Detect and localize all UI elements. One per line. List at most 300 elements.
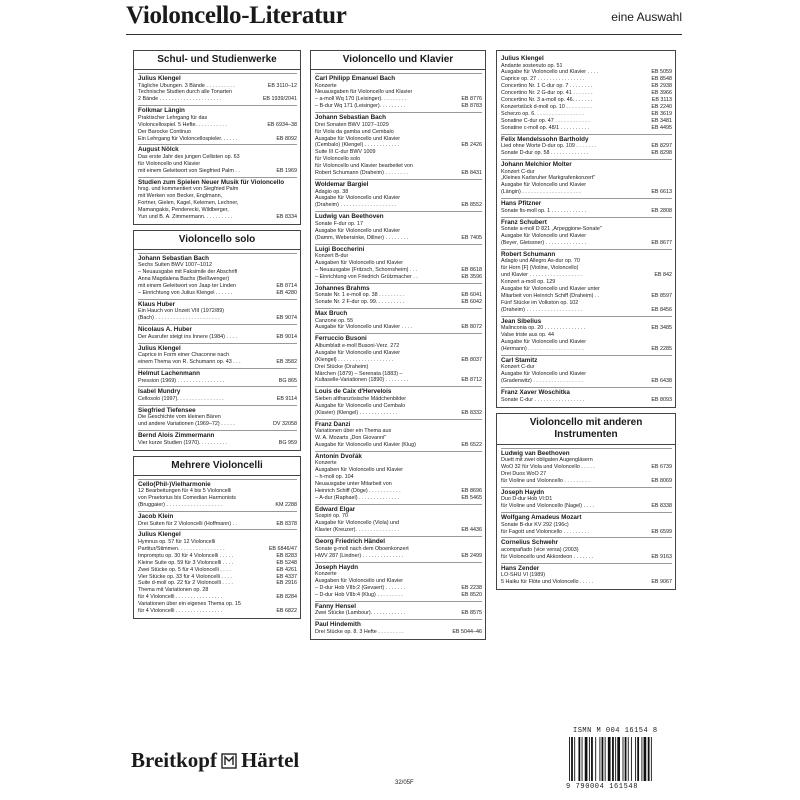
barcode-bar [591, 737, 593, 781]
edition-number [670, 457, 672, 464]
list-item [138, 560, 297, 567]
edition-number: EB 6522 [461, 442, 482, 448]
work-title: (Draheim) . . . . . . . . . . . . . . . . . . . [315, 202, 396, 209]
work-title: Caprice op. 27 . . . . . . . . . . . . . . . . [501, 76, 584, 83]
composer-name: Joseph Haydn [315, 562, 482, 572]
work-title: (Beyer, Gleissner) . . . . . . . . . . . . . . [501, 239, 587, 246]
edition-number: EB 2499 [461, 552, 482, 559]
work-title: Duett mit zwei obligaten Augengläsern [501, 457, 593, 464]
section [133, 230, 301, 451]
composer-name: Paul Hindemith [315, 619, 482, 629]
section [133, 456, 301, 619]
work-title: Mamangakis, Penderecki, Wildberger, [138, 206, 229, 213]
composer-name: Franz Xaver Woschitka [501, 387, 672, 397]
list-item [138, 315, 297, 322]
list-item [315, 343, 482, 350]
work-title: Klavier (Kreuzer). . . . . . . . . . . . . . . [315, 527, 399, 534]
list-item [501, 111, 672, 118]
work-title: Tägliche Übungen. 3 Bände . . . . . . . . . . [138, 82, 235, 89]
work-title: Technische Studien durch alle Tonarten [138, 89, 232, 96]
barcode-bar [569, 737, 570, 781]
page-title: Violoncello-Literatur [126, 2, 347, 29]
edition-number [670, 279, 672, 286]
work-title: Sonate F-dur op. 17 [315, 220, 363, 227]
work-title: Ausgabe für Violoncello und Klavier [501, 371, 587, 378]
composer-name: Louis de Caix d'Hervelois [315, 386, 482, 396]
edition-number [295, 276, 297, 283]
work-title: – Neuausgabe mit Faksimile der Abschrift [138, 269, 238, 276]
edition-number: EB 9074 [276, 315, 297, 322]
list-item [315, 96, 482, 103]
edition-number: EB 8714 [276, 283, 297, 290]
publisher-logo [131, 748, 299, 773]
edition-number [295, 207, 297, 214]
work-title: Impromptu op. 30 für 4 Violoncelli . . . . . [138, 552, 234, 559]
list-item [315, 467, 482, 474]
work-title: Anna Magdalena Bachs (Beißwenger) [138, 276, 230, 283]
edition-number [480, 156, 482, 163]
list-item [138, 574, 297, 581]
work-title: für Violine und Violoncello . . . . . . . . . [501, 477, 590, 484]
section [310, 50, 486, 640]
edition-number [480, 343, 482, 350]
barcode-bar [599, 737, 600, 781]
list-item [315, 585, 482, 592]
work-title: Sonatine c-moll op. 48/1 . . . . . . . . . . [501, 124, 590, 131]
list-item [501, 325, 672, 332]
edition-number: EB 2240 [651, 103, 672, 110]
list-item [138, 495, 297, 502]
list-item [315, 571, 482, 578]
edition-number [670, 547, 672, 554]
edition-number: EB 6613 [651, 189, 672, 196]
list-item [501, 69, 672, 76]
edition-number [295, 161, 297, 168]
list-item [315, 520, 482, 527]
list-item [315, 481, 482, 488]
edition-number: EB 8520 [461, 591, 482, 598]
barcode-bar [585, 737, 588, 781]
edition-number [480, 195, 482, 202]
list-item [501, 547, 672, 554]
list-item [501, 272, 672, 279]
list-item [138, 601, 297, 608]
edition-number: EB 842 [654, 272, 672, 279]
list-item [315, 553, 482, 560]
work-title: acompañado (vice versa) (2003) [501, 546, 579, 553]
work-title: für Violoncello solo [315, 156, 361, 163]
composer-name: Franz Schubert [501, 217, 672, 227]
list-item [501, 169, 672, 176]
work-title: für Violoncello und Akkordeon . . . . . . . [501, 553, 594, 560]
list-item [315, 292, 482, 299]
work-title: Sonate g-moll nach dem Oboenkonzert [315, 545, 409, 552]
edition-number: DV 32058 [273, 421, 297, 428]
work-title: Drei Stücke op. 8. 3 Hefte . . . . . . . . . [315, 628, 404, 635]
edition-number [480, 136, 482, 143]
composer-name: Jean Sibelius [501, 316, 672, 326]
work-title: – Neuausgabe (Fritzsch, Schornsheim) . . . [315, 266, 418, 273]
edition-number [295, 262, 297, 269]
list-item [138, 308, 297, 315]
edition-number: EB 3582 [276, 359, 297, 366]
list-item [315, 364, 482, 371]
composer-name: Ferruccio Busoni [315, 333, 482, 343]
edition-number: EB 3110–12 [267, 82, 297, 89]
edition-number [295, 129, 297, 136]
list-item [315, 474, 482, 481]
edition-number [670, 233, 672, 240]
edition-number [670, 169, 672, 176]
composer-name: Edward Elgar [315, 504, 482, 514]
work-title: – a-moll Wq 170 (Leisinger). . . . . . . . . [315, 96, 407, 103]
title-rule [126, 34, 682, 35]
list-item [501, 265, 672, 272]
composer-name: Julius Klengel [501, 55, 544, 62]
work-title: Thema mit Variationen op. 28 [138, 587, 209, 594]
list-item [315, 396, 482, 403]
work-title: Drei Suiten für 2 Violoncelli (Hoffmann) . . [138, 520, 237, 527]
list-item [501, 286, 672, 293]
edition-number [480, 474, 482, 481]
composer-name: Siegfried Tiefensee [138, 405, 297, 415]
list-item [501, 346, 672, 353]
edition-number [480, 578, 482, 585]
edition-number: EB 9014 [276, 333, 297, 340]
list-item [315, 260, 482, 267]
edition-number [480, 83, 482, 90]
list-item [501, 97, 672, 104]
work-title: Zwei Stücke (Lambour). . . . . . . . . . . . [315, 610, 406, 617]
edition-number: EB 2916 [276, 580, 297, 587]
list-item [138, 89, 297, 96]
edition-number [480, 520, 482, 527]
list-item [501, 579, 672, 586]
edition-number [480, 467, 482, 474]
composer-name: Bernd Alois Zimmermann [138, 430, 297, 440]
work-title: – h-moll op. 104 [315, 474, 354, 481]
work-title: Drei Stücke (Draheim) [315, 363, 369, 370]
list-item [501, 522, 672, 529]
work-title: (Bruggaier) . . . . . . . . . . . . . . . . . . . [138, 502, 222, 509]
list-item [138, 546, 297, 553]
list-item [315, 324, 482, 331]
composer-name: Julius Klengel [138, 529, 297, 539]
list-item [138, 168, 297, 175]
work-title: Das erste Jahr des jungen Cellisten op. 63 [138, 153, 240, 160]
list-item [315, 546, 482, 553]
list-item [315, 513, 482, 520]
work-title: Hymnus op. 57 für 12 Violoncelli [138, 539, 216, 546]
list-item [501, 83, 672, 90]
edition-number: EB 8297 [651, 143, 672, 150]
work-title: „Kleines Karlsruher Markgrafenkonzert" [501, 175, 596, 182]
work-title: – Einrichtung von Friedrich Grützmacher . . [315, 273, 418, 280]
work-title: Adagio und Allegro As-dur op. 70 [501, 258, 580, 265]
work-title: Celloso​lo (1997). . . . . . . . . . . . . . . . [138, 396, 224, 403]
list-item [501, 307, 672, 314]
edition-number: EB 8431 [461, 170, 482, 177]
work-title: und Klavier . . . . . . . . . . . . . . . . . . [501, 272, 582, 279]
list-item [501, 125, 672, 132]
column-middle [310, 50, 486, 645]
edition-number: EB 8283 [276, 552, 297, 559]
edition-number [480, 481, 482, 488]
work-title: (Bach) . . . . . . . . . . . . . . . . . . . . . . [138, 315, 220, 322]
edition-number [295, 154, 297, 161]
composer-name: Max Bruch [315, 308, 482, 318]
work-title: Konzert C-dur [501, 168, 535, 175]
edition-number: EB 6599 [651, 528, 672, 535]
edition-number [670, 471, 672, 478]
list-item [138, 440, 297, 447]
edition-number: EB 9114 [276, 396, 297, 403]
list-item [138, 207, 297, 214]
list-item [315, 103, 482, 110]
edition-number: EB 5059 [651, 69, 672, 76]
work-title: Ausgaben für Violoncello und Klavier [315, 259, 404, 266]
edition-number: EB 3596 [461, 273, 482, 280]
edition-number [295, 495, 297, 502]
work-title: (Draheim) . . . . . . . . . . . . . . . . . . . [501, 306, 582, 313]
edition-number: EB 4280 [276, 289, 297, 296]
work-title: Drei Sonaten BWV 1027–1029 [315, 121, 389, 128]
list-item [138, 161, 297, 168]
edition-number: EB 4495 [651, 124, 672, 131]
list-item [138, 154, 297, 161]
edition-number: EB 8093 [651, 396, 672, 403]
work-title: Pression (1969) . . . . . . . . . . . . . . . . [138, 377, 224, 384]
barcode-bar [602, 737, 604, 781]
list-item [138, 122, 297, 129]
catalog-code: 32/05F [395, 780, 414, 786]
list-item [138, 539, 297, 546]
list-item [315, 442, 482, 449]
publisher-emblem-icon [221, 753, 237, 769]
work-title: mit einem Geleitwort von Jaap ter Linden [138, 283, 236, 290]
edition-number [480, 435, 482, 442]
barcode-bar [631, 737, 632, 781]
barcode-bar [623, 737, 624, 781]
work-title: Zwei Stücke op. 5 für 4 Violoncelli . . . . [138, 566, 231, 573]
list-item [501, 182, 672, 189]
edition-number: EB 6041 [461, 292, 482, 299]
work-title: Ein Lehrgang für Violoncellospieler. . . . . . [138, 135, 238, 142]
list-item [501, 189, 672, 196]
composer-name: Studien zum Spielen Neuer Musik für Violoncello [138, 177, 297, 187]
edition-number [480, 253, 482, 260]
work-title: für Violine und Violoncello (Nagel) . . . . [501, 503, 594, 510]
work-title: einem Thema von R. Schumann op. 43 . . . [138, 359, 241, 366]
work-title: Fortner, Gielen, Kagel, Kelemen, Lechner, [138, 200, 239, 207]
list-item [138, 396, 297, 403]
barcode-bar [578, 737, 580, 781]
list-item [501, 397, 672, 404]
list-item [138, 587, 297, 594]
edition-number: EB 6822 [276, 608, 297, 615]
work-title: HWV 287 (Lindner) . . . . . . . . . . . . . . [315, 552, 404, 559]
list-item [315, 629, 482, 636]
work-title: Ausgabe für Violoncello und Klavier (Klug) [315, 442, 416, 448]
list-item [138, 580, 297, 587]
list-item [315, 136, 482, 143]
barcode-bar [595, 737, 596, 781]
work-title: (Damm, Webersinke, Dillner) . . . . . . . . [315, 234, 409, 241]
edition-number [670, 175, 672, 182]
work-title: – D-dur Hob VIIb:2 (Gevaert) . . . . . . . [315, 584, 406, 591]
composer-name: Carl Stamitz [501, 355, 672, 365]
edition-number [480, 403, 482, 410]
list-item [315, 350, 482, 357]
work-title: W. A. Mozarts „Don Giovanni" [315, 435, 387, 442]
composer-name: Julius Klengel [138, 343, 297, 353]
edition-number [480, 428, 482, 435]
composer-name: Georg Friedrich Händel [315, 536, 482, 546]
edition-number [480, 350, 482, 357]
edition-number [295, 308, 297, 315]
list-item [138, 553, 297, 560]
barcode-bar [615, 737, 616, 781]
work-title: Robert Schumann (Draheim) . . . . . . . . [315, 170, 408, 177]
edition-number: EB 3113 [651, 97, 672, 104]
list-item [315, 228, 482, 235]
list-item [315, 170, 482, 177]
list-item [315, 488, 482, 495]
edition-number: EB 1939/2041 [262, 96, 297, 103]
list-item [501, 554, 672, 561]
edition-number [295, 352, 297, 359]
edition-number: EB 8575 [461, 610, 482, 617]
list-item [138, 269, 297, 276]
edition-number [670, 258, 672, 265]
edition-number [480, 89, 482, 96]
list-item [315, 592, 482, 599]
list-item [501, 529, 672, 536]
composer-name: Ludwig van Beethoven [315, 211, 482, 221]
list-item [501, 258, 672, 265]
composer-name: Carl Philipp Emanuel Bach [315, 73, 482, 83]
list-item [315, 578, 482, 585]
barcode-bar [612, 737, 614, 781]
composer-name: Wolfgang Amadeus Mozart [501, 512, 672, 522]
list-item [315, 435, 482, 442]
work-title: Caprice in Form einer Chaconne nach [138, 352, 230, 359]
work-title: Variationen über ein eigenes Thema op. 15 [138, 601, 241, 608]
edition-number [670, 496, 672, 503]
edition-number: EB 9067 [651, 579, 672, 586]
list-item [138, 96, 297, 103]
publisher-name-left: Breitkopf [131, 748, 217, 772]
edition-number [480, 571, 482, 578]
edition-number [670, 286, 672, 293]
edition-number [480, 129, 482, 136]
edition-number [670, 572, 672, 579]
work-title: (Gradenwitz) . . . . . . . . . . . . . . . . . [501, 378, 583, 385]
edition-number [295, 587, 297, 594]
work-title: Mitarbeit von Heinrich Schiff (Draheim) . . [501, 292, 600, 299]
barcode-bar [574, 737, 575, 781]
edition-number: EB 8334 [276, 213, 297, 220]
work-title: Ein Hauch von Unzeit VIII (1972/89) [138, 308, 224, 315]
composer-name: Felix Mendelssohn Bartholdy [501, 134, 672, 144]
edition-number [670, 332, 672, 339]
list-item [138, 488, 297, 495]
list-item [138, 290, 297, 297]
work-title: Sonate B-dur KV 292 (196c) [501, 521, 569, 528]
edition-number [295, 200, 297, 207]
edition-number [295, 186, 297, 193]
work-title: Sonate a-moll D 821 „Arpeggione-Sonate" [501, 226, 602, 233]
work-title: Sospiri op. 70 [315, 513, 348, 520]
edition-number [670, 63, 672, 70]
edition-number: BG 959 [278, 439, 297, 446]
work-title: (Hermann) . . . . . . . . . . . . . . . . . . . [501, 345, 584, 352]
section-title: Violoncello und Klavier [311, 51, 485, 70]
list-item [315, 195, 482, 202]
list-item [315, 299, 482, 306]
edition-number [480, 364, 482, 371]
page-subtitle: eine Auswahl [611, 10, 682, 24]
composer-name: Joseph Haydn [501, 487, 672, 497]
work-title: Sonate fis-moll op. 1 . . . . . . . . . . . . [501, 207, 587, 214]
list-item [501, 503, 672, 510]
composer-name: Ludwig van Beethoven [501, 448, 672, 458]
list-item [501, 332, 672, 339]
list-item [501, 63, 672, 70]
list-item [501, 90, 672, 97]
list-item [315, 318, 482, 325]
edition-number: EB 8552 [461, 202, 482, 209]
list-item [315, 163, 482, 170]
edition-number [295, 89, 297, 96]
list-item [501, 104, 672, 111]
edition-number: EB 2238 [461, 584, 482, 591]
list-item [138, 283, 297, 290]
list-item [138, 129, 297, 136]
edition-number [670, 339, 672, 346]
list-item [501, 293, 672, 300]
edition-number [480, 189, 482, 196]
list-item [138, 567, 297, 574]
barcode-bar [637, 737, 639, 781]
edition-number: EB 8072 [461, 324, 482, 331]
column-left [133, 50, 301, 624]
work-title: Violoncellospiel. 5 Hefte. . . . . . . . . . . [138, 121, 227, 128]
work-title: Concertino Nr. 2 G-dur op. 41 . . . . . . . [501, 90, 593, 97]
edition-number [480, 221, 482, 228]
list-item [315, 410, 482, 417]
edition-number: EB 6042 [461, 299, 482, 306]
work-title: Ausgabe für Violoncello und Klavier [501, 339, 587, 346]
work-title: Ausgabe für Violoncello und Klavier [315, 135, 401, 142]
work-title: Sonate D-dur op. 58 . . . . . . . . . . . . . [501, 150, 589, 157]
list-item [501, 572, 672, 579]
list-item [138, 594, 297, 601]
edition-number [670, 265, 672, 272]
list-item [501, 143, 672, 150]
composer-name: Luigi Boccherini [315, 244, 482, 254]
edition-number: EB 2808 [651, 207, 672, 214]
work-title: Der Barocke Continuo [138, 128, 192, 135]
list-item [138, 334, 297, 341]
work-title: Andante sostenuto op. 51 [501, 62, 563, 69]
composer-name: Hans Pfitzner [501, 198, 672, 208]
edition-number: EB 8597 [651, 292, 672, 299]
barcode-bar [648, 737, 650, 781]
barcode-bar [635, 737, 636, 781]
edition-number [670, 182, 672, 189]
composer-name: Nicolaus A. Huber [138, 324, 297, 334]
